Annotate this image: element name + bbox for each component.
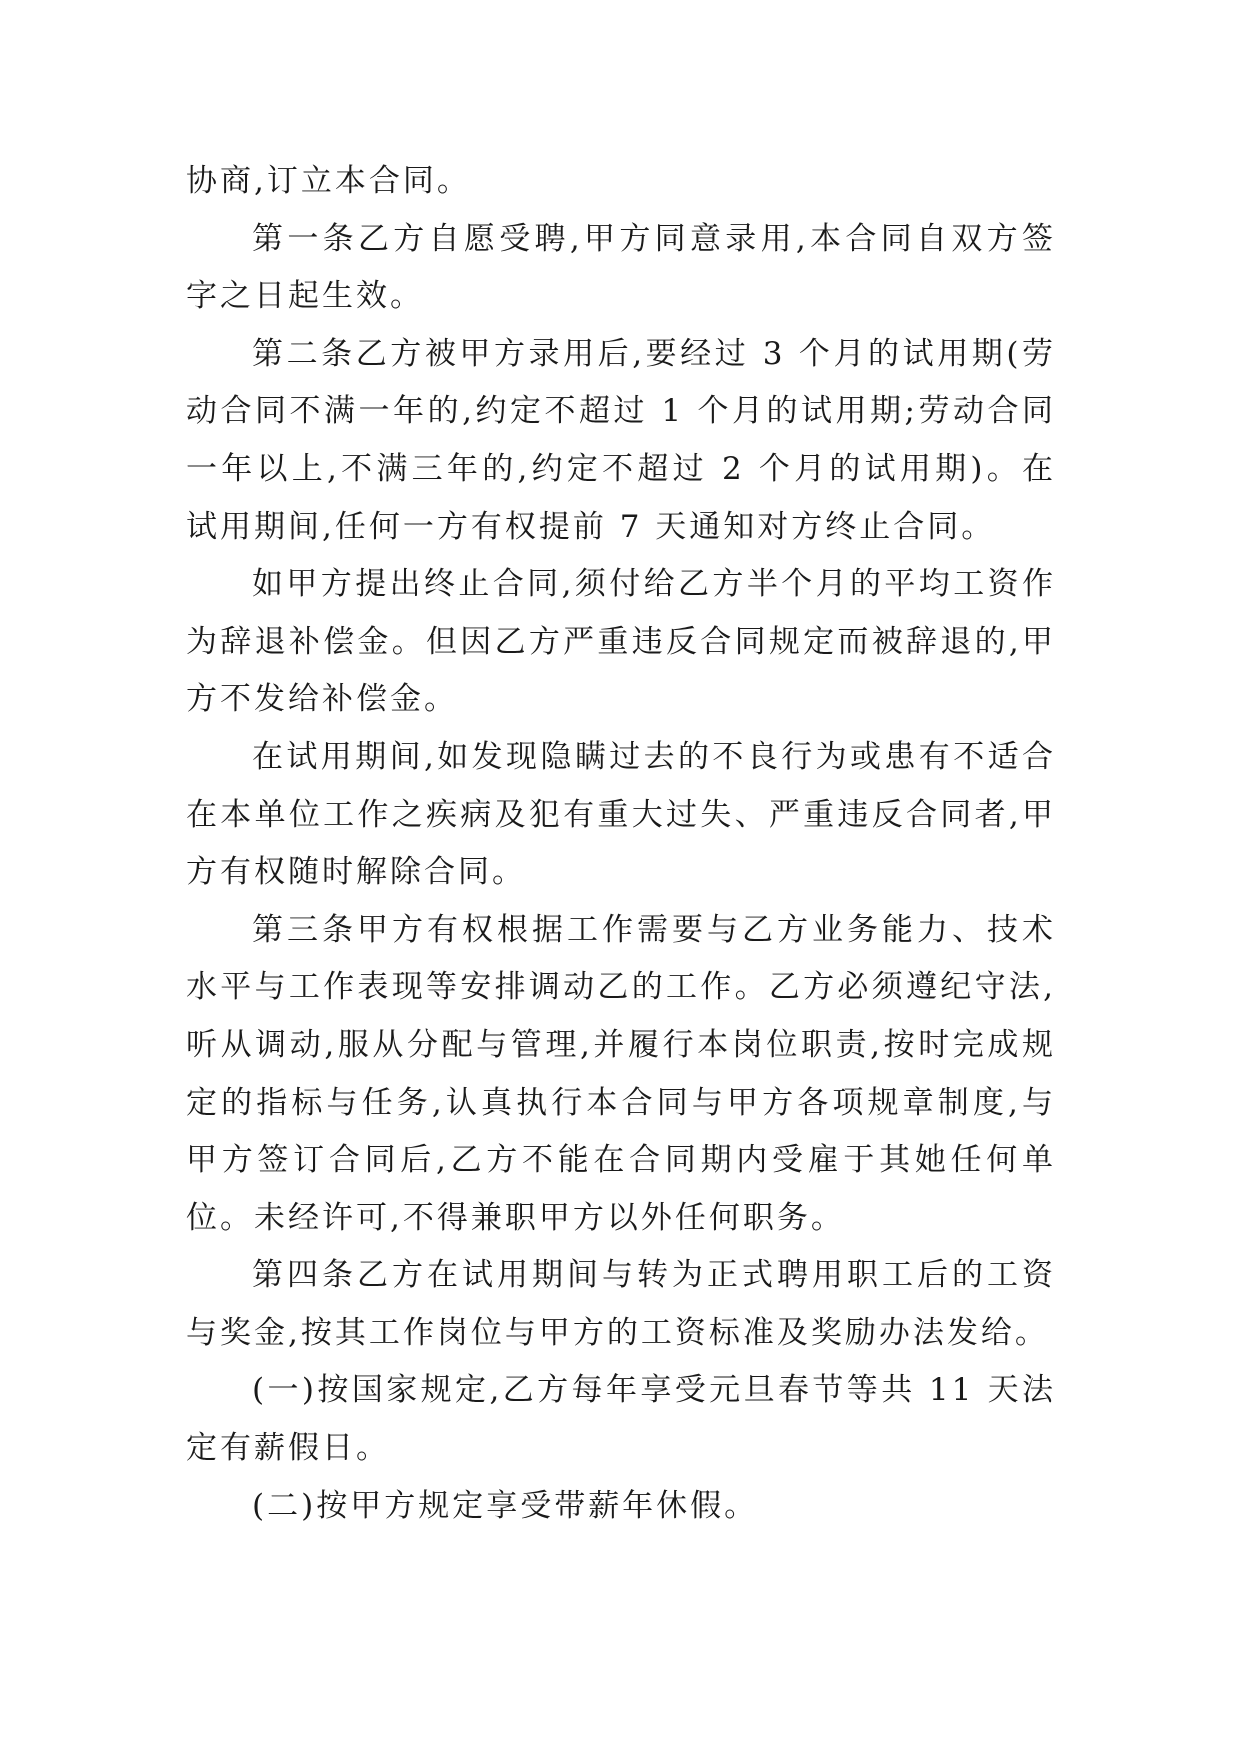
paragraph-probation-dismissal: 在试用期间,如发现隐瞒过去的不良行为或患有不适合在本单位工作之疾病及犯有重大过失、严重违反合同者,甲方有权随时解除合同。	[186, 738, 1056, 891]
paragraph-article-1: 第一条乙方自愿受聘,甲方同意录用,本合同自双方签字之日起生效。	[186, 220, 1056, 315]
document-body	[186, 153, 1056, 1535]
paragraph-article-4: 第四条乙方在试用期间与转为正式聘用职工后的工资与奖金,按其工作岗位与甲方的工资标准及奖励办法发给。	[186, 1257, 1056, 1351]
paragraph-article-2: 第二条乙方被甲方录用后,要经过 3 个月的试用期(劳动合同不满一年的,约定不超过 1 个月的试用期;劳动合同一年以上,不满三年的,约定不超过 2 个月的试用期)。在试用期间,任何一方有权提前 7 天通知对方终止合同。	[186, 335, 1056, 545]
paragraph-continuation: 协商,订立本合同。	[186, 163, 471, 199]
paragraph-item-1: (一)按国家规定,乙方每年享受元旦春节等共 11 天法定有薪假日。	[186, 1372, 1056, 1467]
paragraph-termination-compensation: 如甲方提出终止合同,须付给乙方半个月的平均工资作为辞退补偿金。但因乙方严重违反合同规定而被辞退的,甲方不发给补偿金。	[186, 566, 1056, 718]
paragraph-article-3: 第三条甲方有权根据工作需要与乙方业务能力、技术水平与工作表现等安排调动乙的工作。乙方必须遵纪守法,听从调动,服从分配与管理,并履行本岗位职责,按时完成规定的指标与任务,认真执行本合同与甲方各项规章制度,与甲方签订合同后,乙方不能在合同期内受雇于其她任何单位。未经许可,不得兼职甲方以外任何职务。	[186, 911, 1056, 1236]
paragraph-item-2: (二)按甲方规定享受带薪年休假。	[252, 1487, 759, 1524]
